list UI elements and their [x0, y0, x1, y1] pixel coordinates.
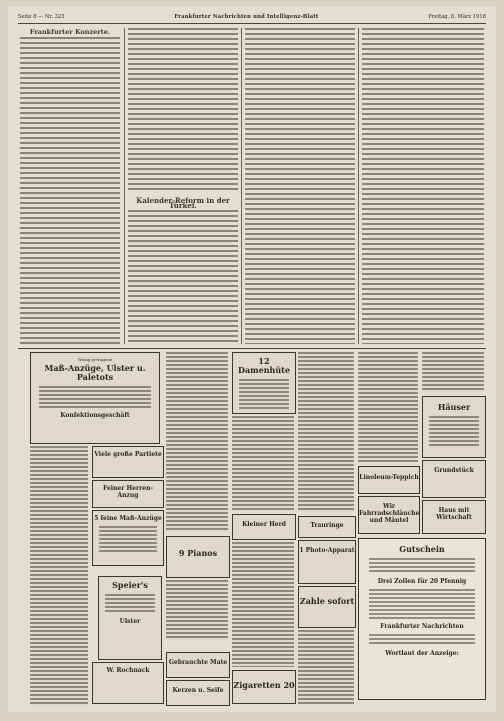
ad-headline: Gebrauchte Mate — [168, 659, 228, 666]
ad-body — [166, 580, 228, 640]
ad-headline: Haus mit Wirtschaft — [436, 507, 472, 521]
ad-column-3b — [232, 542, 294, 667]
coupon-text — [369, 558, 475, 574]
article-column-3 — [245, 28, 355, 344]
ad-column-6 — [422, 352, 484, 392]
ad-photo-apparat — [298, 540, 356, 584]
ad-column-mid — [166, 352, 228, 532]
ad-kleiner-herd — [232, 514, 296, 540]
page-header — [18, 12, 486, 22]
ad-column-mid2 — [166, 580, 228, 640]
ad-body — [39, 386, 151, 408]
ad-body — [232, 542, 294, 667]
coupon-text — [369, 589, 475, 619]
ad-headline: Trauringe — [310, 522, 344, 529]
ad-headline: Viele große Partiete — [94, 451, 162, 458]
article-body — [245, 28, 355, 344]
ad-body — [166, 352, 228, 532]
article-body — [128, 210, 238, 344]
ad-damenhuete — [232, 352, 296, 414]
ad-headline: 5 feine Maß-Anzüge — [94, 515, 162, 522]
ad-body — [429, 416, 479, 446]
ad-column-4b — [298, 630, 354, 704]
column-divider — [124, 28, 125, 344]
ad-column-4 — [298, 352, 354, 512]
article-body — [20, 37, 120, 344]
ad-body — [298, 630, 354, 704]
ad-used-suits — [30, 352, 160, 444]
ad-haus-wirtschaft — [422, 500, 486, 534]
ad-grundstueck — [422, 460, 486, 498]
ad-herren-anzug — [92, 480, 164, 508]
column-divider — [241, 28, 242, 344]
ad-headline: 1 Photo-Apparat — [299, 547, 355, 554]
coupon-title: Gutschein — [399, 544, 445, 554]
issue-date: Freitag, 8. März 1918 — [428, 14, 486, 20]
ad-body — [99, 526, 157, 554]
concerts-title: Frankfurter Konzerte. — [29, 28, 111, 36]
ad-body — [422, 352, 484, 392]
ad-text: Konfektionsgeschäft — [60, 412, 130, 419]
ad-headline: 9 Pianos — [178, 548, 218, 558]
coupon-box — [358, 538, 486, 700]
ad-partiete — [92, 446, 164, 478]
article-column-2a — [128, 28, 238, 193]
ad-column-small — [30, 446, 88, 706]
ad-headline: Linoleum-Teppich — [359, 474, 419, 481]
ad-body — [358, 352, 418, 462]
ad-zahle-sofort — [298, 586, 356, 628]
ad-headline: 12 Damenhüte — [238, 356, 290, 375]
ad-headline: Grundstück — [434, 467, 474, 474]
coupon-price: Drei Zollen für 20 Pfennig — [377, 578, 467, 585]
ad-headline: Kerzen u. Seife — [172, 687, 224, 694]
article-column-2b — [128, 196, 238, 344]
page-number: Seite 8 — Nr. 325 — [18, 14, 65, 20]
ad-headline: Kleiner Herd — [242, 521, 286, 528]
ad-body — [232, 416, 294, 511]
ad-rochnack — [92, 662, 164, 704]
ads-rule — [18, 348, 486, 349]
coupon-text — [369, 634, 475, 644]
ad-body — [105, 594, 155, 614]
newspaper-title: Frankfurter Nachrichten und Intelligenz-Blatt — [174, 14, 319, 20]
ad-zigaretten — [232, 670, 296, 704]
ad-text: Wenig getragene — [77, 357, 113, 362]
ad-gebrauchte — [166, 652, 230, 678]
ad-fahrradschlaeuche — [358, 496, 420, 534]
ad-headline: Feiner Herren-Anzug — [103, 485, 153, 499]
ad-text: Ulster — [119, 618, 141, 625]
header-rule — [18, 23, 486, 24]
ad-pianos — [166, 536, 230, 578]
column-divider — [358, 28, 359, 344]
article-body — [128, 28, 238, 193]
coupon-publisher: Frankfurter Nachrichten — [380, 623, 464, 630]
ad-body — [239, 379, 289, 409]
article-column-1 — [20, 28, 120, 344]
ad-body — [30, 446, 88, 706]
ad-linoleum — [358, 466, 420, 494]
article-body — [362, 28, 484, 344]
newspaper-page — [8, 6, 496, 712]
ad-headline: Zigaretten 20 — [233, 680, 295, 690]
article-column-4 — [362, 28, 484, 344]
ad-headline: Häuser — [437, 402, 471, 412]
ad-headline: W. Rochnack — [106, 667, 150, 674]
ad-headline: Wir Fahrradschläuche und Mäntel — [359, 503, 420, 524]
ad-headline: Speier's — [112, 580, 148, 590]
ad-headline: Zahle sofort — [299, 596, 355, 606]
calendar-title: Kalender-Reform in der Türkei. — [136, 196, 230, 211]
ad-column-5 — [358, 352, 418, 462]
ad-mass-anzuege — [92, 510, 164, 566]
ad-body — [298, 352, 354, 512]
ad-haeuser — [422, 396, 486, 458]
ad-headline: Maß-Anzüge, Ulster u. Paletots — [44, 363, 146, 382]
ad-kerzen — [166, 680, 230, 706]
ad-speiers — [98, 576, 162, 660]
ad-trauringe — [298, 516, 356, 538]
ad-column-3 — [232, 416, 294, 511]
coupon-field-label: Wortlaut der Anzeige: — [385, 650, 459, 657]
